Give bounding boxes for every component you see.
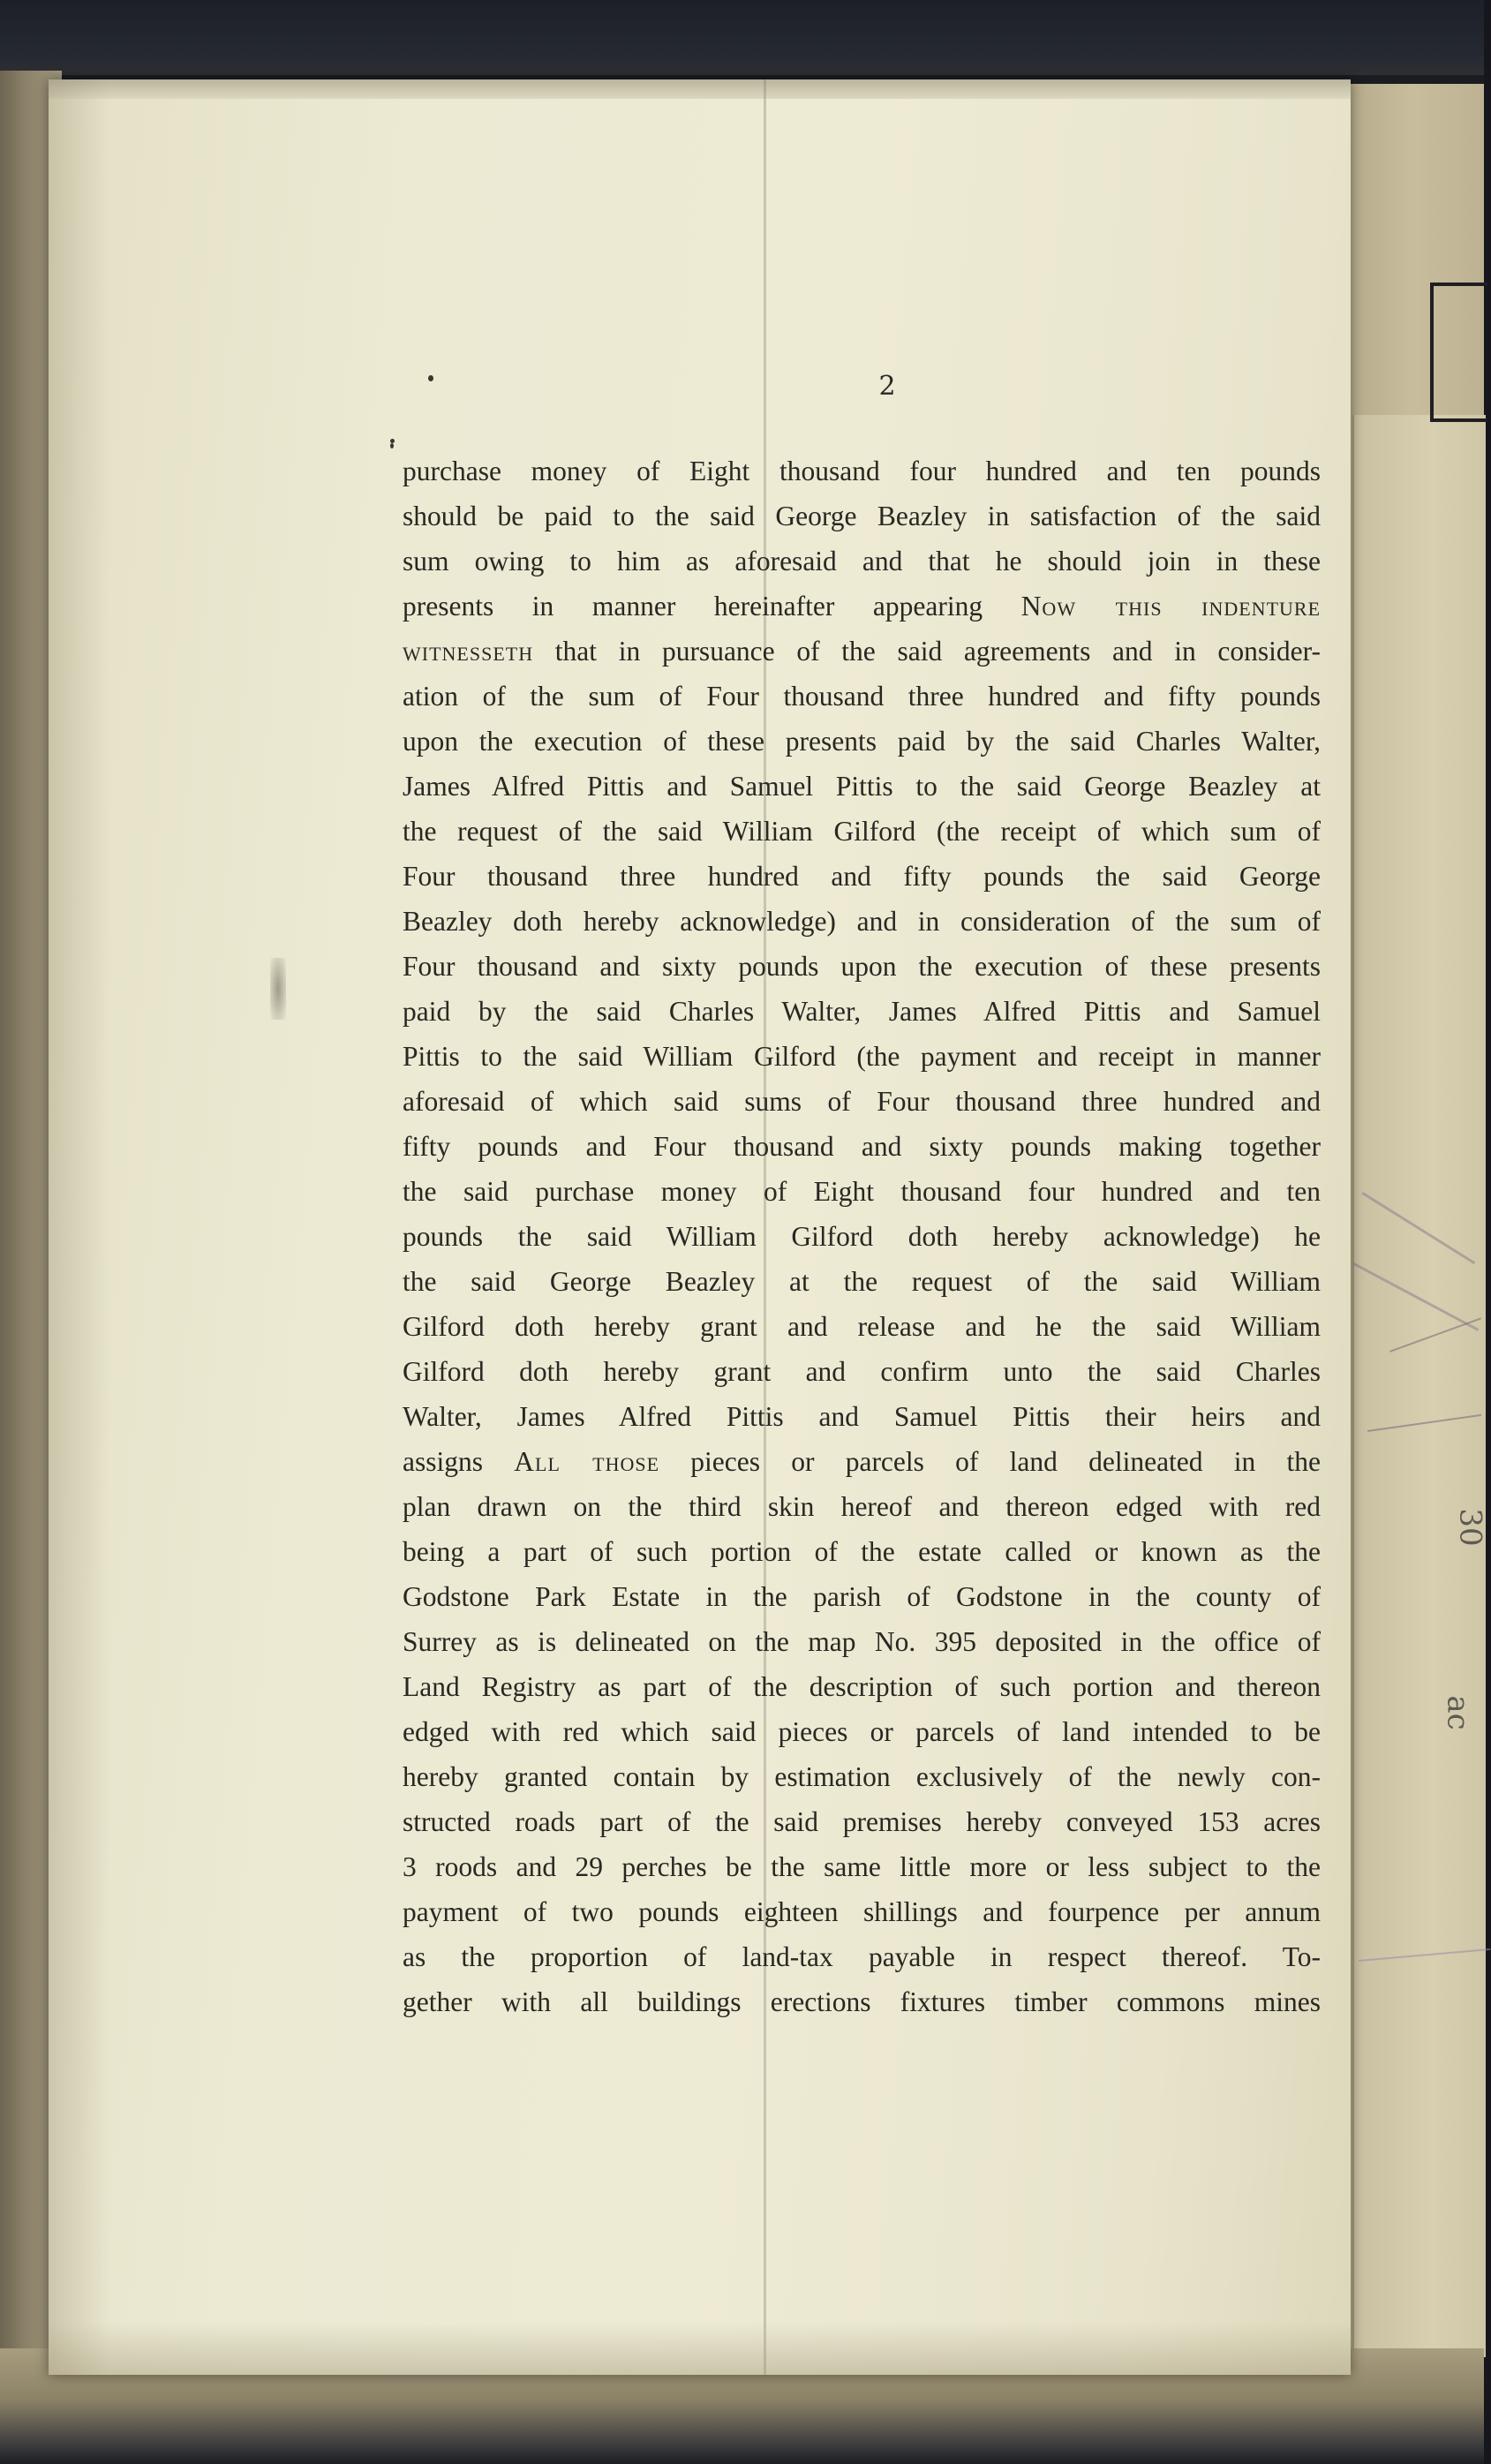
indenture-text-body — [403, 448, 1321, 2024]
text-line: as the proportion of land-tax payable in respect thereof. To- — [403, 1941, 1321, 1972]
book-binding-top — [0, 0, 1484, 75]
text-line: aforesaid of which said sums of Four thousand three hundred and — [403, 1086, 1321, 1117]
map-plot-number: 30 — [1452, 1508, 1488, 1547]
small-caps-heading: All those — [514, 1446, 660, 1477]
text-line: Gilford doth hereby grant and confirm unto the said Charles — [403, 1356, 1321, 1387]
text-line: purchase money of Eight thousand four hundred and ten pounds — [403, 456, 1321, 486]
text-line: Gilford doth hereby grant and release and he the said William — [403, 1311, 1321, 1342]
text-line — [403, 1439, 1321, 1484]
ink-speck — [390, 443, 394, 448]
text-line: structed roads part of the said premises hereby conveyed 153 acres — [403, 1806, 1321, 1837]
text-line: should be paid to the said George Beazley in satisfaction of the said — [403, 501, 1321, 531]
text-line: sum owing to him as aforesaid and that he should join in these — [403, 546, 1321, 576]
text-line: Land Registry as part of the description of such portion and thereon — [403, 1671, 1321, 1702]
small-caps-heading: witnesseth — [403, 636, 534, 667]
text-line: the request of the said William Gilford (the receipt of which sum of — [403, 816, 1321, 847]
text-line: Walter, James Alfred Pittis and Samuel Pittis their heirs and — [403, 1401, 1321, 1432]
text-line: the said purchase money of Eight thousand four hundred and ten — [403, 1176, 1321, 1207]
small-caps-heading: Now this indenture — [1020, 591, 1322, 622]
text-line: Surrey as is delineated on the map No. 395 deposited in the office of — [403, 1626, 1321, 1657]
text-line: upon the execution of these presents paid by the said Charles Walter, — [403, 726, 1321, 757]
page-top-edge — [49, 79, 1351, 99]
page-shadow-bottom — [49, 2322, 1351, 2375]
text-fragment: pieces or parcels of land delineated in the — [690, 1446, 1322, 1477]
map-road-line — [1353, 1262, 1480, 1331]
text-line: gether with all buildings erections fixtures timber commons mines — [403, 1986, 1321, 2017]
text-line: fifty pounds and Four thousand and sixty pounds making together — [403, 1131, 1321, 1162]
map-boundary-line — [1359, 1948, 1491, 1962]
page-number: 2 — [878, 371, 896, 402]
text-line: plan drawn on the third skin hereof and thereon edged with red — [403, 1491, 1321, 1522]
text-line: James Alfred Pittis and Samuel Pittis to the said George Beazley at — [403, 771, 1321, 802]
text-line: hereby granted contain by estimation exclusively of the newly con- — [403, 1761, 1321, 1792]
text-fragment: assigns — [403, 1446, 484, 1477]
map-frame-corner — [1430, 283, 1487, 422]
page-smudge — [270, 958, 286, 1020]
text-line: edged with red which said pieces or parcels of land intended to be — [403, 1716, 1321, 1747]
text-line: ation of the sum of Four thousand three hundred and fifty pounds — [403, 681, 1321, 712]
text-fragment: presents in manner hereinafter appearing — [403, 591, 983, 622]
text-line: payment of two pounds eighteen shillings and fourpence per annum — [403, 1896, 1321, 1927]
text-line — [403, 629, 1321, 674]
text-line: Pittis to the said William Gilford (the payment and receipt in manner — [403, 1041, 1321, 1072]
text-line: Godstone Park Estate in the parish of Godstone in the county of — [403, 1581, 1321, 1612]
ink-speck — [428, 375, 433, 381]
text-line: pounds the said William Gilford doth hereby acknowledge) he — [403, 1221, 1321, 1252]
text-line: the said George Beazley at the request of the said William — [403, 1266, 1321, 1297]
map-boundary-line — [1367, 1414, 1481, 1432]
text-line: paid by the said Charles Walter, James Alfred Pittis and Samuel — [403, 996, 1321, 1027]
page-shadow-left — [49, 79, 110, 2375]
folded-map-sheet-front — [1352, 415, 1486, 2357]
text-line — [403, 584, 1321, 629]
text-line: being a part of such portion of the estate called or known as the — [403, 1536, 1321, 1567]
map-area-label: ac — [1440, 1695, 1476, 1730]
map-boundary-line — [1389, 1317, 1481, 1353]
text-line: Four thousand and sixty pounds upon the execution of these presents — [403, 951, 1321, 982]
text-line: 3 roods and 29 perches be the same little more or less subject to the — [403, 1851, 1321, 1882]
text-line: Beazley doth hereby acknowledge) and in consideration of the sum of — [403, 906, 1321, 937]
text-fragment: that in pursuance of the said agreements and in consider- — [554, 636, 1321, 667]
map-road-line — [1361, 1192, 1475, 1264]
text-line: Four thousand three hundred and fifty pounds the said George — [403, 861, 1321, 892]
